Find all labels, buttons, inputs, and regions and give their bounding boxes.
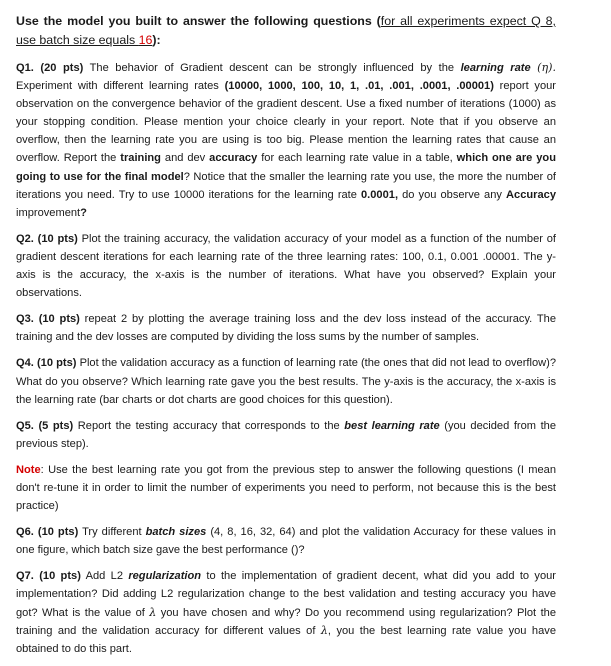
q5-text-1: Report the testing accuracy that corresponds to the (73, 419, 345, 432)
q1-text-1: The behavior of Gradient descent can be strongly influenced by the (83, 62, 461, 74)
final-model-question: which one are you going to use for the final model (16, 152, 556, 183)
q7-label: Q7. (10 pts) (16, 570, 81, 583)
question-5 (16, 417, 556, 453)
learning-rate-list: (10000, 1000, 100, 10, 1, .01, .001, .0001, .00001) (224, 80, 494, 93)
header-close: ): (152, 33, 161, 47)
q4-label: Q4. (10 pts) (16, 357, 77, 370)
q2-text: Plot the training accuracy, the validation accuracy of your model as a function of the number of gradient descent iterations for each learning rate of the three learning rates: 100, 0.1, 0.001 .00001. The y-axis is the accuracy, the x-axis is the number of iterations. What have you observed? Explain your observations. (16, 232, 556, 300)
eta-symbol: (η). (537, 61, 556, 74)
lambda-symbol-2: λ (320, 623, 328, 637)
q7-text-2: to the implementation of gradient decent, what did you add to your implementation? Did adding L2 regularization change to the best validation and testing accuracy you have got? What is the value of (16, 570, 556, 619)
question-4 (16, 354, 556, 408)
best-learning-rate-term: best learning rate (344, 419, 440, 432)
q6-text-2: (4, 8, 16, 32, 64) and plot the validation Accuracy for these values in one figure, which batch size gave the best performance ()? (16, 526, 556, 557)
batch-sizes-term: batch sizes (145, 526, 207, 539)
question-3 (16, 310, 556, 346)
q6-text-1: Try different (78, 526, 146, 539)
q7-text-1: Add L2 (80, 570, 129, 583)
note-label: Note (16, 463, 41, 476)
note-text: : Use the best learning rate you got from the previous step to answer the following questions (I mean don't re-tune it in order to limit the number of experiments you need to perform, not because this is the best practice) (16, 463, 556, 513)
q2-label: Q2. (10 pts) (16, 232, 78, 245)
q1-text-3: report your observation on the convergence behavior of the gradient descent. Use a fixed number of iterations (1000) as your stopping condition. Please mention your choice clearly in your report. Note that if you observe an overflow, then the learning rate you are using is too big. Please mention the learning rates that cause an overflow. Report the (16, 80, 556, 165)
q7-text-3: you have chosen and why? Do you recommend using regularization? Plot the training and the validation accuracy for different values of (16, 606, 556, 637)
q1-text-4: and dev (160, 152, 210, 165)
assignment-document (16, 12, 556, 666)
q5-label: Q5. (5 pts) (16, 419, 74, 432)
question-6 (16, 523, 556, 559)
q1-label: Q1. (20 pts) (16, 62, 84, 74)
q7-text-4: , you the best learning rate value you have obtained to do this part. (16, 624, 556, 655)
q6-label: Q6. (10 pts) (16, 526, 79, 539)
question-2 (16, 230, 556, 302)
link-text: for all experiments expect Q 8, use batch size equals (16, 14, 556, 47)
lambda-symbol: λ (149, 605, 157, 619)
q5-text-2: (you decided from the previous step). (16, 419, 556, 450)
regularization-term: regularization (128, 570, 202, 583)
instructions-header (16, 12, 556, 50)
training-term: training (120, 152, 161, 165)
learning-rate-term: learning rate (460, 62, 531, 74)
q3-text: repeat 2 by plotting the average training loss and the dev loss instead of the accuracy. The training and the dev losses are computed by dividing the loss sums by the number of samples. (16, 313, 556, 344)
question-7 (16, 567, 556, 657)
q1-text-7: do you observe any (398, 188, 507, 201)
q4-text: Plot the validation accuracy as a function of learning rate (the ones that did not lead to overflow)? What do you observe? Which learning rate gave you the best results. The y-axis is the accuracy, the x-axis is the learning rate (bar charts or dot charts are good choices for this question). (16, 357, 556, 406)
batch-size-value: 16 (138, 33, 153, 47)
small-rate-value: 0.0001, (361, 188, 399, 201)
q1-text-8: improvement (16, 206, 81, 219)
header-lead: Use the model you built to answer the following questions ( (16, 14, 381, 28)
q1-question-mark: ? (80, 206, 87, 219)
q3-label: Q3. (10 pts) (16, 313, 80, 326)
note-paragraph (16, 461, 556, 515)
accuracy-term: accuracy (209, 152, 258, 165)
accuracy-term-2: Accuracy (506, 188, 556, 201)
q1-text-6: ? Notice that the smaller the learning rate you use, the more the number of iterations you need. Try to use 10000 iterations for the learning rate (16, 170, 557, 201)
question-1 (16, 59, 556, 222)
q1-text-2: Experiment with different learning rates (16, 80, 225, 93)
q1-text-5: for each learning rate value in a table, (257, 152, 457, 165)
